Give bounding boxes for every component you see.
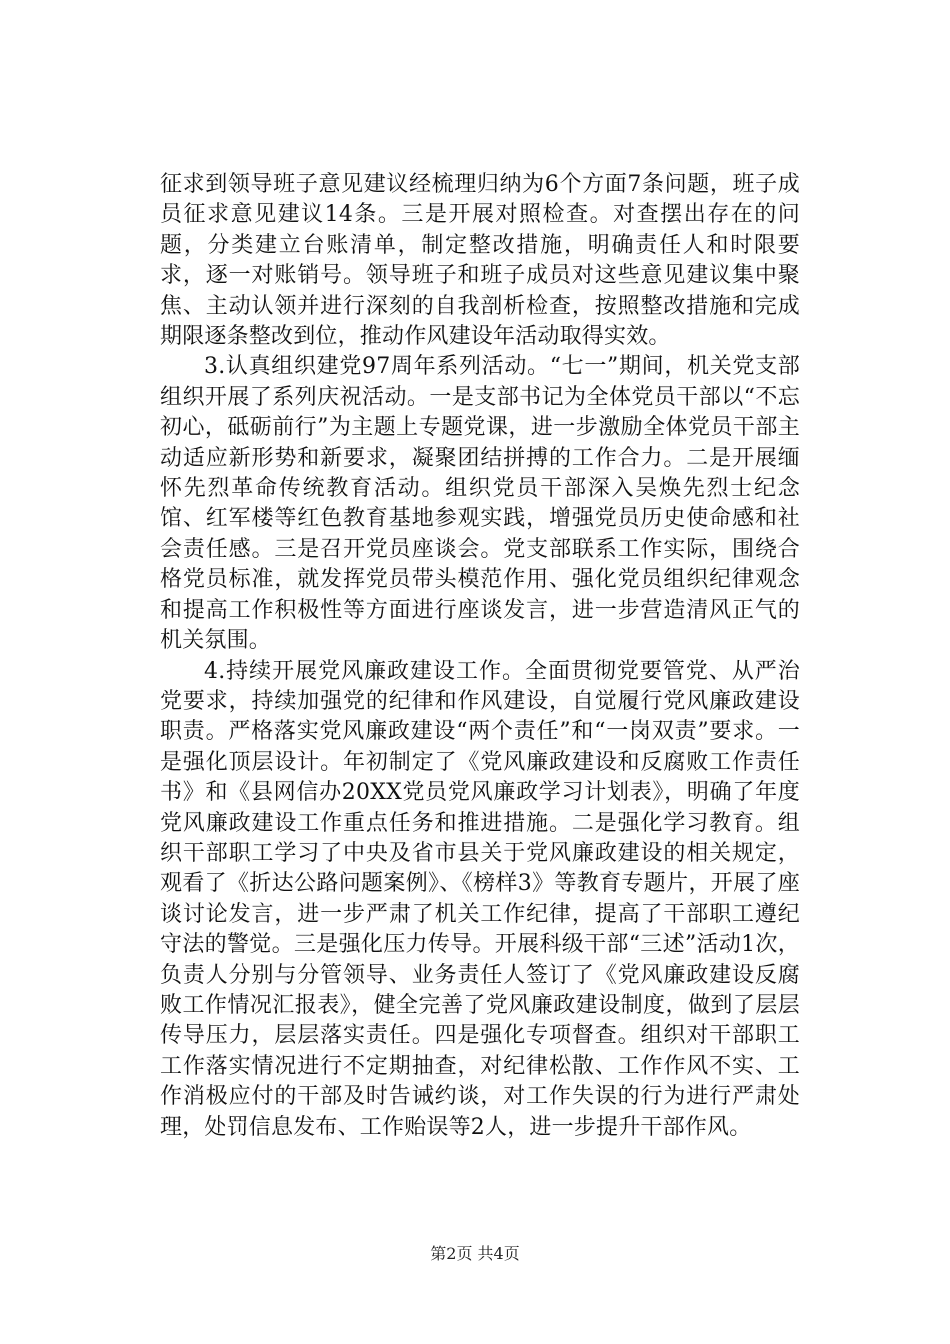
paragraph-section-4: 4.持续开展党风廉政建设工作。全面贯彻党要管党、从严治党要求，持续加强党的纪律和作风建设，自觉履行党风廉政建设职责。严格落实党风廉政建设“两个责任”和“一岗双责”要求。一是强化顶层设计。年初制定了《党风廉政建设和反腐败工作责任书》和《县网信办20XX党员党风廉政学习计划表》，明确了年度党风廉政建设工作重点任务和推进措施。二是强化学习教育。组织干部职工学习了中央及省市县关于党风廉政建设的相关规定，观看了《折达公路问题案例》、《榜样3》等教育专题片，开展了座谈讨论发言，进一步严肃了机关工作纪律，提高了干部职工遵纪守法的警觉。三是强化压力传导。开展科级干部“三述”活动1次，负责人分别与分管领导、业务责任人签订了《党风廉政建设反腐败工作情况汇报表》，健全完善了党风廉政建设制度，做到了层层传导压力，层层落实责任。四是强化专项督查。组织对干部职工工作落实情况进行不定期抽查，对纪律松散、工作作风不实、工作消极应付的干部及时告诫约谈，对工作失误的行为进行严肃处理，处罚信息发布、工作贻误等2人，进一步提升干部作风。 — [160, 658, 800, 1140]
document-body — [160, 170, 800, 1143]
paragraph-section-3: 3.认真组织建党97周年系列活动。“七一”期间，机关党支部组织开展了系列庆祝活动。一是支部书记为全体党员干部以“不忘初心，砥砺前行”为主题上专题党课，进一步激励全体党员干部主动适应新形势和新要求，凝聚团结拼搏的工作合力。二是开展缅怀先烈革命传统教育活动。组织党员干部深入吴焕先烈士纪念馆、红军楼等红色教育基地参观实践，增强党员历史使命感和社会责任感。三是召开党员座谈会。党支部联系工作实际，围绕合格党员标准，就发挥党员带头模范作用、强化党员组织纪律观念和提高工作积极性等方面进行座谈发言，进一步营造清风正气的机关氛围。 — [160, 354, 800, 654]
paragraph-continuation: 征求到领导班子意见建议经梳理归纳为6个方面7条问题，班子成员征求意见建议14条。三是开展对照检查。对查摆出存在的问题，分类建立台账清单，制定整改措施，明确责任人和时限要求，逐一对账销号。领导班子和班子成员对这些意见建议集中聚焦、主动认领并进行深刻的自我剖析检查，按照整改措施和完成期限逐条整改到位，推动作风建设年活动取得实效。 — [160, 172, 800, 350]
page-number-footer: 第2页 共4页 — [430, 1244, 520, 1263]
